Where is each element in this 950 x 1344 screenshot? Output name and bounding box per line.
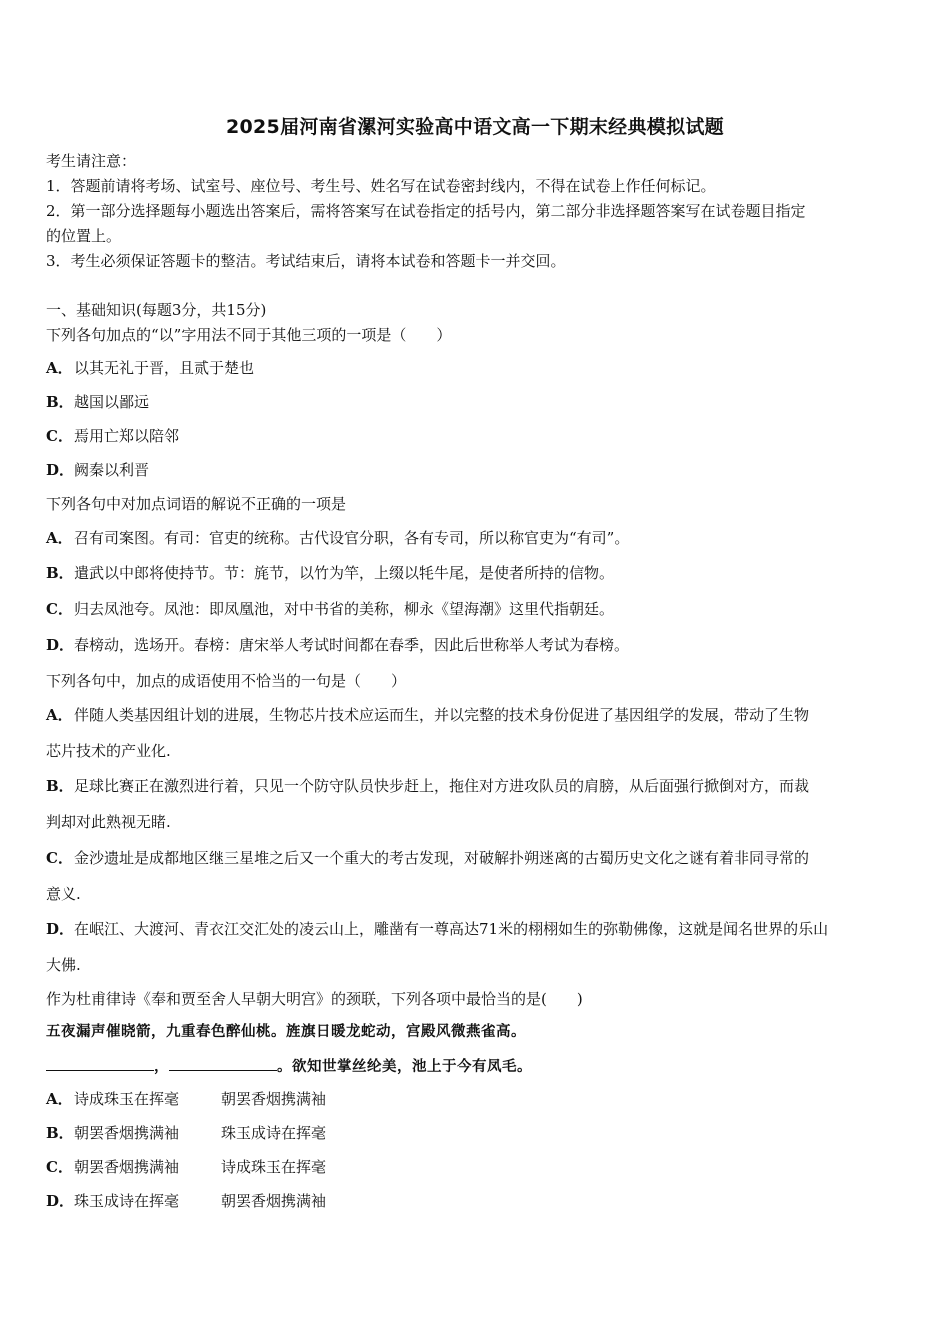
option-letter: C．: [46, 427, 73, 445]
poem-line-2: [46, 1056, 908, 1077]
q4-option-c: [46, 1157, 908, 1177]
option-text: 伴随人类基因组计划的进展，生物芯片技术应运而生，并以完整的技术身份促进了基因组学的发展，带动了生物: [74, 706, 810, 724]
q1-option-c: [46, 426, 908, 446]
option-text: 焉用亡郑以陪邻: [74, 427, 180, 445]
option-text: 在岷江、大渡河、青衣江交汇处的凌云山上，雕凿有一尊高达71米的栩栩如生的弥勒佛像，这就是闻名世界的乐山: [74, 920, 829, 938]
option-text: 金沙遗址是成都地区继三星堆之后又一个重大的考古发现，对破解扑朔迷离的古蜀历史文化之谜有着非同寻常的: [74, 849, 810, 867]
notice-heading: 考生请注意：: [46, 152, 137, 170]
option-first: 朝罢香烟携满袖: [74, 1158, 180, 1176]
question-4-stem: 作为杜甫律诗《奉和贾至舍人早朝大明宫》的颈联，下列各项中最恰当的是( ): [46, 990, 583, 1008]
q2-option-c: [46, 599, 908, 619]
option-letter: D．: [46, 920, 75, 938]
section-heading: 一、基础知识(每题3分，共15分): [46, 301, 267, 319]
option-text: 越国以鄙远: [74, 393, 150, 411]
poem-line-2-tail: 。欲知世掌丝纶美，池上于今有凤毛。: [277, 1058, 532, 1075]
poem-line-1: 五夜漏声催晓箭，九重春色醉仙桃。旌旗日暖龙蛇动，宫殿风微燕雀高。: [46, 1023, 526, 1040]
option-letter: A．: [46, 529, 73, 547]
option-letter: C．: [46, 849, 73, 867]
question-2-stem: 下列各句中对加点词语的解说不正确的一项是: [46, 495, 347, 513]
answer-blank-1: [46, 1056, 154, 1071]
q3-option-c-cont: 意义.: [46, 885, 81, 903]
question-3-stem: 下列各句中，加点的成语使用不恰当的一句是（ ）: [46, 672, 407, 690]
option-first: 朝罢香烟携满袖: [74, 1124, 180, 1142]
q3-option-c: [46, 848, 908, 868]
notice-item-2: 2．第一部分选择题每小题选出答案后，需将答案写在试卷指定的括号内，第二部分非选择题答案写在试卷题目指定: [46, 202, 806, 220]
q2-option-d: [46, 635, 908, 655]
option-letter: D．: [46, 636, 75, 654]
option-letter: B．: [46, 777, 74, 795]
q4-option-d: [46, 1191, 908, 1211]
notice-item-3: 3．考生必须保证答题卡的整洁。考试结束后，请将本试卷和答题卡一并交回。: [46, 252, 566, 270]
option-text: 遣武以中郎将使持节。节：旄节，以竹为竿，上缀以牦牛尾，是使者所持的信物。: [74, 564, 615, 582]
option-second: 珠玉成诗在挥毫: [221, 1124, 327, 1142]
option-second: 诗成珠玉在挥毫: [221, 1158, 327, 1176]
answer-blank-2: [169, 1056, 277, 1071]
option-text: 足球比赛正在激烈进行着，只见一个防守队员快步赶上，拖住对方进攻队员的肩膀，从后面强行掀倒对方，而裁: [74, 777, 810, 795]
option-letter: A．: [46, 359, 73, 377]
q4-option-a: [46, 1089, 908, 1109]
q3-option-a: [46, 705, 908, 725]
notice-item-2-cont: 的位置上。: [46, 227, 122, 245]
q3-option-d: [46, 919, 908, 939]
option-letter: D．: [46, 1192, 75, 1210]
notice-item-1: 1．答题前请将考场、试室号、座位号、考生号、姓名写在试卷密封线内，不得在试卷上作任何标记。: [46, 177, 716, 195]
option-letter: C．: [46, 600, 73, 618]
option-text: 春榜动，选场开。春榜：唐宋举人考试时间都在春季，因此后世称举人考试为春榜。: [74, 636, 630, 654]
q3-option-a-cont: 芯片技术的产业化.: [46, 742, 171, 760]
option-text: 阙秦以利晋: [74, 461, 150, 479]
q4-option-b: [46, 1123, 908, 1143]
q3-option-d-cont: 大佛.: [46, 956, 81, 974]
question-1-stem: 下列各句加点的“以”字用法不同于其他三项的一项是（ ）: [46, 326, 452, 344]
page-title: 2025届河南省漯河实验高中语文高一下期末经典模拟试题: [226, 116, 724, 138]
option-letter: B．: [46, 564, 74, 582]
option-text: 以其无礼于晋，且贰于楚也: [74, 359, 255, 377]
q1-option-a: [46, 358, 908, 378]
option-first: 诗成珠玉在挥毫: [74, 1090, 180, 1108]
option-second: 朝罢香烟携满袖: [221, 1090, 327, 1108]
option-text: 归去凤池夸。凤池：即凤凰池，对中书省的美称，柳永《望海潮》这里代指朝廷。: [74, 600, 615, 618]
option-first: 珠玉成诗在挥毫: [74, 1192, 180, 1210]
option-letter: C．: [46, 1158, 73, 1176]
q3-option-b-cont: 判却对此熟视无睹.: [46, 813, 171, 831]
option-letter: B．: [46, 1124, 74, 1142]
option-letter: D．: [46, 461, 75, 479]
option-letter: A．: [46, 1090, 73, 1108]
poem-comma: ，: [154, 1058, 169, 1075]
q3-option-b: [46, 776, 908, 796]
q1-option-b: [46, 392, 908, 412]
option-letter: A．: [46, 706, 73, 724]
option-text: 召有司案图。有司：官吏的统称。古代设官分职，各有专司，所以称官吏为“有司”。: [74, 529, 630, 547]
q2-option-a: [46, 528, 908, 548]
q1-option-d: [46, 460, 908, 480]
option-letter: B．: [46, 393, 74, 411]
q2-option-b: [46, 563, 908, 583]
option-second: 朝罢香烟携满袖: [221, 1192, 327, 1210]
